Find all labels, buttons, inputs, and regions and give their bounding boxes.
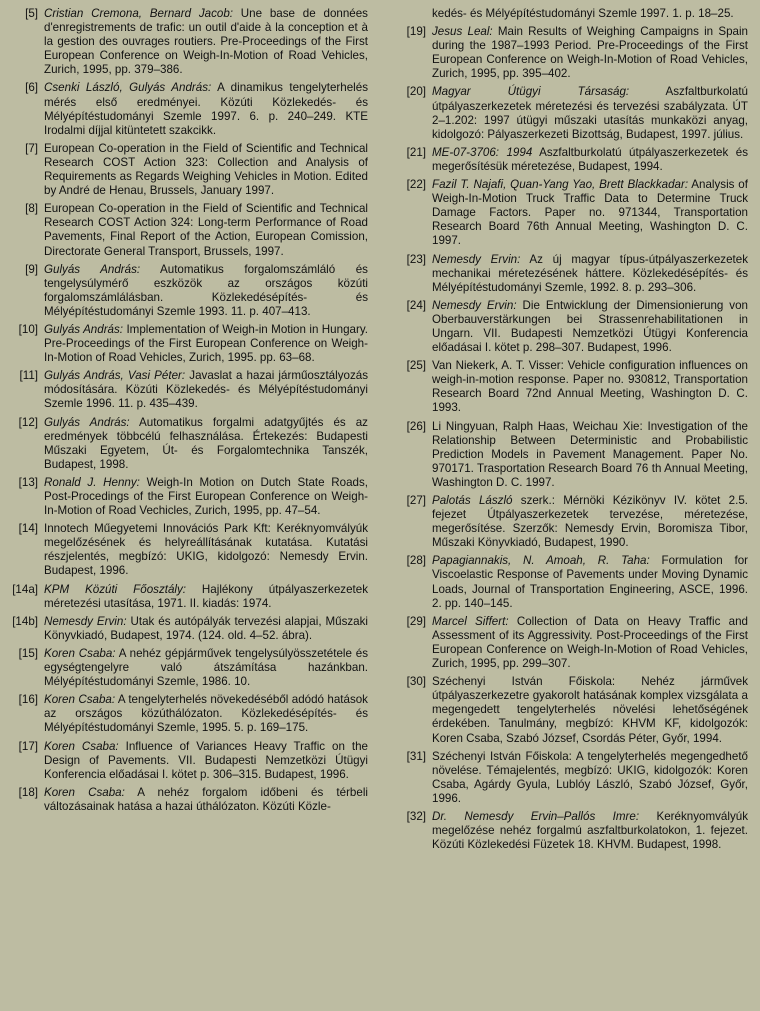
reference-details: Széchenyi István Főiskola: Nehéz járművek útpályaszerkezetre gyakorolt hatásának komplex vizsgálata a megengedett tengelyterhelés növelési lehetőségének érdekében. Tanulmány, megbízó: KHVM KF, kidolgozók: Koren Csaba, Szabó József, Csordás Péter, Győr, 1994. <box>432 675 748 745</box>
reference-text <box>432 299 748 355</box>
reference-number: [23] <box>406 252 426 266</box>
reference-number: [30] <box>406 675 426 689</box>
reference-text <box>432 554 748 610</box>
reference-text <box>44 693 368 735</box>
reference-author: Koren Csaba: <box>44 785 125 799</box>
reference-details: European Co-operation in the Field of Scientific and Technical Research COST Action 323: Collection and Analysis of Requirements as Regards Weighing Vehicles in Motion. Edited by André de Henau, Brussels, January 1997. <box>44 141 368 198</box>
reference-item <box>10 202 368 258</box>
reference-number: [8] <box>25 202 38 216</box>
reference-text <box>44 369 368 411</box>
reference-text <box>44 416 368 472</box>
reference-number: [17] <box>18 739 38 753</box>
reference-author: Jesus Leal: <box>432 25 493 39</box>
reference-details: Weigh-In Motion on Dutch State Roads, Post-Procedings of the First European Conference on Weigh-In-Motion of Road Vechicles, Zurich, 1995, pp. 47–54. <box>44 475 369 518</box>
reference-number: [24] <box>406 298 426 312</box>
reference-text <box>44 522 368 578</box>
reference-author: Nemesdy Ervin: <box>432 252 521 266</box>
reference-column-right <box>398 7 748 856</box>
reference-number: [10] <box>18 322 38 336</box>
reference-number: [13] <box>18 475 38 489</box>
reference-number: [25] <box>406 359 426 373</box>
reference-details: Innotech Műegyetemi Innovációs Park Kft: Keréknyomvályúk megelőzésének és helyreállításának kutatása. Kutatási részjelentés, megbízó: UKIG, kidolgozó: Nemesdy Ervin. Budapest, 1996. <box>44 522 368 578</box>
reference-item <box>10 615 368 643</box>
reference-item <box>398 359 748 415</box>
reference-text <box>432 85 748 141</box>
reference-text <box>44 263 368 319</box>
reference-text <box>432 750 748 806</box>
reference-author: Gulyás András: <box>44 415 130 429</box>
reference-author: Nemesdy Ervin: <box>44 614 127 628</box>
reference-text <box>44 476 368 518</box>
reference-text <box>44 142 368 198</box>
reference-author: Magyar Útügyi Társaság: <box>432 85 630 99</box>
reference-details: Die Entwicklung der Dimensionierung von Oberbauverstärkungen bei Strassenrehabilitationen in Ungarn. VII. Budapesti Nemzetközi Útügyi Konferencia előadásai I. kötet p. 298–307. Budapest, 1996. <box>432 298 748 355</box>
reference-item <box>10 142 368 198</box>
reference-details: Automatikus forgalmi adatgyűjtés és az eredmények többcélú felhasználása. Értekezés: Budapesti Műszaki Egyetem, Út- és Forgalomtechnika Tanszék, Budapest, 1998. <box>44 415 368 471</box>
reference-item <box>10 81 368 137</box>
reference-text <box>432 420 748 490</box>
reference-item <box>10 323 368 365</box>
reference-number: [14] <box>18 522 38 536</box>
reference-item <box>10 7 368 77</box>
reference-author: Marcel Siffert: <box>432 614 509 628</box>
reference-number: [29] <box>406 614 426 628</box>
reference-number: [20] <box>406 85 426 99</box>
reference-text <box>432 810 748 852</box>
reference-details: Javaslat a hazai járműosztályozás módosítására. Közúti Közlekedés- és Mélyépítéstudományi Szemle 1996. 11. p. 435–439. <box>44 369 368 411</box>
reference-text <box>44 647 368 689</box>
reference-item <box>398 299 748 355</box>
reference-item <box>398 85 748 141</box>
reference-author: ME-07-3706: 1994 <box>432 145 533 159</box>
reference-details: A dinamikus tengelyterhelés mérés első eredményei. Közúti Közlekedés- és Mélyépítéstudományi Szemle 1997. 6. p. 240–249. KTE Irodalmi díjjal kitüntetett szakcikk. <box>44 81 368 137</box>
reference-details: Utak és autópályák tervezési alapjai, Műszaki Könyvkiadó, Budapest, 1974. (124. old. 4–52. ábra). <box>44 614 368 642</box>
reference-number: [18] <box>18 785 38 799</box>
reference-author: Gulyás András, Vasi Péter: <box>44 369 186 383</box>
reference-item <box>10 369 368 411</box>
reference-item <box>398 750 748 806</box>
reference-item <box>10 693 368 735</box>
reference-item <box>398 420 748 490</box>
reference-item <box>10 740 368 782</box>
reference-text <box>432 615 748 671</box>
reference-details: Az új magyar típus-útpályaszerkezetek mechanikai méretezésének háttere. Közlekedésépítés- és Mélyépítéstudományi Szemle, 1992. 8. p. 293–306. <box>432 252 748 294</box>
reference-details: European Co-operation in the Field of Scientific and Technical Research COST Action 324: Long-term Performance of Road Pavements, Final Report of the Action, European Comission, Directorate General Transport, Brussels, 1997. <box>44 202 368 258</box>
reference-number: [28] <box>406 554 426 568</box>
reference-text <box>44 615 368 643</box>
reference-number: [12] <box>18 415 38 429</box>
reference-number: [31] <box>406 749 426 763</box>
reference-text <box>432 178 748 248</box>
reference-item <box>398 25 748 81</box>
reference-text <box>432 146 748 174</box>
reference-details: A tengelyterhelés növekedéséből adódó hatások az országos közúthálózaton. Közlekedésépítés- és Mélyépítéstudományi Szemle, 1995. 5. p. 169–175. <box>44 693 368 735</box>
reference-item <box>398 494 748 550</box>
reference-author: Cristian Cremona, Bernard Jacob: <box>44 7 233 20</box>
reference-item <box>10 786 368 814</box>
reference-item <box>10 583 368 611</box>
reference-number: [32] <box>406 809 426 823</box>
reference-details: Une base de données d'enregistrements de trafic: un outil d'aide à la conception et à la gestion des ouvrages routiers. Pre-Proceedings of the First European Conference on Weigh-In-Motion of Road Vehicles, Zurich, 1995, pp. 379–386. <box>44 7 368 77</box>
reference-author: Koren Csaba: <box>44 646 116 660</box>
reference-number: [14a] <box>12 582 38 596</box>
reference-author: Gulyás András: <box>44 262 141 276</box>
reference-number: [11] <box>19 369 38 383</box>
reference-item <box>398 178 748 248</box>
reference-number: [15] <box>18 646 38 660</box>
reference-details: Aszfaltburkolatú útpályaszerkezetek és megerősítésük méretezése, Budapest, 1994. <box>432 145 748 173</box>
reference-text <box>44 786 368 814</box>
reference-details: Van Niekerk, A. T. Visser: Vehicle configuration influences on weigh-in-motion response. Paper no. 930812, Transportation Research Board 72nd Annual Meeting, Washington D. C. 1993. <box>432 359 748 415</box>
reference-author: Ronald J. Henny: <box>44 475 140 489</box>
reference-item <box>398 675 748 745</box>
reference-text <box>44 323 368 365</box>
reference-number: [9] <box>25 262 38 276</box>
reference-author: Papagiannakis, N. Amoah, R. Taha: <box>432 554 650 568</box>
reference-details: Collection of Data on Heavy Traffic and Assessment of its Aggressivity. Post-Proceedings of the First European Conference on Weigh-In-Motion of Road Vehicles, Zurich, 1995, pp. 299–307. <box>432 614 748 671</box>
reference-text <box>432 25 748 81</box>
reference-details: Hajlékony útpályaszerkezetek méretezési utasítása, 1971. II. kiadás: 1974. <box>44 582 368 610</box>
reference-number: [5] <box>25 7 38 20</box>
reference-number: [27] <box>406 494 426 507</box>
reference-details: Aszfaltburkolatú útpályaszerkezetek méretezési és tervezési szabályzata. ÚT 2–1.202: 1997 útügyi műszaki utasítás munkaközi anyag, kidolgozó: Pályaszerkezeti Bizottság, Budapest, 1997. július. <box>432 85 748 141</box>
reference-item <box>10 263 368 319</box>
reference-number: [7] <box>25 141 38 155</box>
reference-column-left <box>10 7 368 818</box>
reference-text <box>432 253 748 295</box>
reference-author: Csenki László, Gulyás András: <box>44 81 212 95</box>
reference-item <box>10 476 368 518</box>
reference-details: Influence of Variances Heavy Traffic on the Design of Pavements. VII. Budapesti Nemzetközi Útügyi Konferencia előadásai I. kötet p. 306–315. Budapest, 1996. <box>44 739 368 781</box>
reference-text <box>44 202 368 258</box>
reference-details: A nehéz gépjárművek tengelysúlyösszetétele és egységtengelyre való átszámítása hazánkban. Mélyépítéstudományi Szemle, 1986. 10. <box>44 646 368 689</box>
reference-text <box>432 359 748 415</box>
reference-details: Main Results of Weighing Campaigns in Spain during the 1987–1993 Period. Pre-Proceedings of the First European Conference on Weigh-In-Motion of Road Vehicles, Zurich, 1995, pp. 395–402. <box>432 25 748 81</box>
reference-author: Fazil T. Najafi, Quan-Yang Yao, Brett Blackkadar: <box>432 178 689 192</box>
reference-continuation <box>432 7 748 21</box>
reference-text <box>44 7 368 77</box>
reference-details: Keréknyomvályúk megelőzése nehéz forgalmú aszfaltburkolatokon, 1. fejezet. Közúti Közlekedési Füzetek 18. KHVM. Budapest, 1998. <box>432 809 748 852</box>
reference-number: [6] <box>25 81 38 95</box>
reference-text <box>44 583 368 611</box>
reference-author: Gulyás András: <box>44 322 124 336</box>
reference-number: [16] <box>18 693 38 707</box>
reference-item <box>398 253 748 295</box>
reference-author: Koren Csaba: <box>44 739 119 753</box>
reference-text <box>44 81 368 137</box>
reference-details: A nehéz forgalom időbeni és térbeli változásainak hatása a hazai úthálózaton. Közúti Közle- <box>44 785 368 813</box>
reference-author: Koren Csaba: <box>44 693 116 707</box>
reference-number: [19] <box>406 25 426 39</box>
reference-number: [26] <box>406 419 426 433</box>
reference-item <box>10 522 368 578</box>
reference-item <box>398 554 748 610</box>
reference-details: Automatikus forgalomszámláló és tengelysúlymérő eszközök az országos közúti forgalomszámlálásban. Közlekedésépítés- és Mélyépítéstudományi Szemle 1993. 11. p. 407–413. <box>44 262 368 318</box>
reference-details: Formulation for Viscoelastic Response of Pavements under Moving Dynamic Loads, Journal of Transportation Engineering, ASCE, 1996. 2. pp. 140–145. <box>432 554 749 610</box>
reference-number: [21] <box>406 145 426 159</box>
reference-text <box>44 740 368 782</box>
reference-number: [22] <box>406 178 426 192</box>
reference-details: Analysis of Weigh-In-Motion Truck Traffic Data to Determine Truck Damage Factors. Paper no. 971344, Transportation Research Board 76th Annual Meeting, Washington D. C. 1997. <box>432 178 748 248</box>
reference-author: Palotás László <box>432 494 513 507</box>
reference-details: kedés- és Mélyépítéstudományi Szemle 1997. 1. p. 18–25. <box>432 7 734 20</box>
reference-details: Implementation of Weigh-in Motion in Hungary. Pre-Proceedings of the First European Conference on Weigh-In-Motion of Road Vehicles, Zurich, 1995. pp. 63–68. <box>44 322 368 365</box>
reference-author: Dr. Nemesdy Ervin–Pallós Imre: <box>432 809 640 823</box>
reference-item <box>398 810 748 852</box>
reference-item <box>398 146 748 174</box>
reference-details: Li Ningyuan, Ralph Haas, Weichau Xie: Investigation of the Relationship Between Deterministic and Probabilistic Prediction Models in Pavement Management. Paper No. 970171. Trasportation Research Board 76 th Annual Meeting, Washington D. C. 1997. <box>432 419 748 489</box>
reference-author: KPM Közúti Főosztály: <box>44 582 187 596</box>
reference-number: [14b] <box>12 614 38 628</box>
reference-text <box>432 494 748 550</box>
reference-text <box>432 675 748 745</box>
reference-item <box>10 416 368 472</box>
reference-details: szerk.: Mérnöki Kézikönyv IV. kötet 2.5. fejezet Útpályaszerkezetek tervezése, méretezése, megerősítése. Szerzők: Nemesdy Ervin, Boromisza Tibor, Műszaki Könyvkiadó, Budapest, 1990. <box>432 494 748 550</box>
reference-item <box>10 647 368 689</box>
reference-item <box>398 615 748 671</box>
reference-details: Széchenyi István Főiskola: A tengelyterhelés megengedhető növelése. Témajelentés, megbízó: UKIG, kidolgozók: Koren Csaba, Agárdy Gyula, Lublóy László, Szabó József, Győr, 1996. <box>432 749 748 805</box>
reference-author: Nemesdy Ervin: <box>432 298 517 312</box>
